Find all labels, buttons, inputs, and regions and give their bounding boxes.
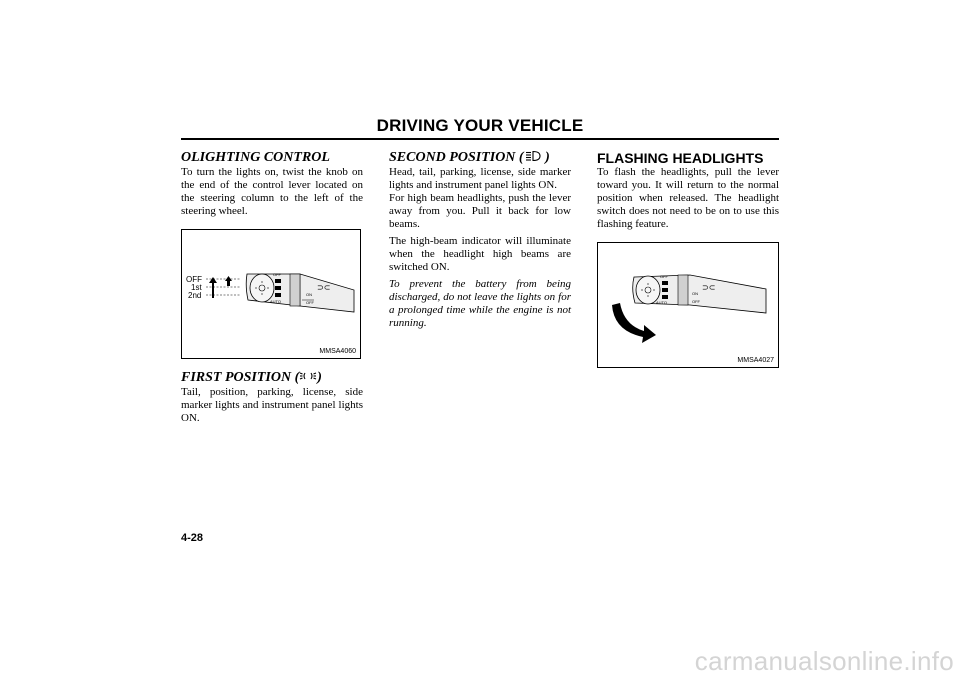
lighting-control-intro: To turn the lights on, twist the knob on the end of the control lever located on the steering column to the left of the steering wheel. <box>181 166 363 217</box>
battery-warning-text: To prevent the battery from being discharged, do not leave the lights on for a prolonged time while the engine is not running. <box>389 278 571 329</box>
pull-arrow-icon <box>612 303 656 343</box>
column-second-position <box>389 150 571 330</box>
page-number: 4-28 <box>181 532 204 544</box>
lever-label-off: OFF <box>660 274 668 279</box>
lighting-lever-figure <box>181 229 361 359</box>
position-label-off: OFF <box>186 275 202 284</box>
lever-label-on: ON <box>692 291 698 296</box>
lever-label-off2: OFF <box>692 299 700 304</box>
flashing-headlights-heading: FLASHING HEADLIGHTS <box>597 150 764 166</box>
lighting-control-heading: OLIGHTING CONTROL <box>181 150 330 165</box>
page-header: DRIVING YOUR VEHICLE <box>376 116 584 135</box>
second-position-p3: The high-beam indicator will illuminate when the headlight high beams are switched ON. <box>389 235 571 273</box>
flashing-lever-figure <box>597 242 779 368</box>
rotate-arrow-small-icon <box>225 276 232 286</box>
first-position-text: Tail, position, parking, license, side marker lights and instrument panel lights ON. <box>181 386 363 424</box>
beam-icon: ⊃⊂ <box>702 283 716 292</box>
figure-code: MMSA4027 <box>737 357 774 364</box>
flashing-lever-illustration <box>598 243 778 367</box>
position-label-second: 2nd <box>188 291 202 300</box>
second-position-heading <box>389 150 571 166</box>
lighting-lever-illustration <box>182 230 360 358</box>
second-position-p1: Head, tail, parking, license, side marker lights and instrument panel lights ON. <box>389 166 571 191</box>
headlight-icon <box>524 150 542 162</box>
watermark: carmanualsonline.info <box>694 646 954 676</box>
column-lighting-control <box>181 150 363 425</box>
second-position-p2: For high beam headlights, push the lever away from you. Pull it back for low beams. <box>389 192 571 230</box>
lever-label-on: ON <box>306 292 312 297</box>
position-label-first: 1st <box>191 283 202 292</box>
lever-label-off2: OFF <box>306 300 314 305</box>
first-position-heading <box>181 370 363 386</box>
flashing-headlights-text: To flash the headlights, pull the lever toward you. It will return to the normal position when released. The headlight switch does not need to be on to use this flashing feature. <box>597 166 779 230</box>
header-rule <box>181 138 779 140</box>
lever-label-auto: AUTO <box>270 299 282 304</box>
first-position-heading-prefix: FIRST POSITION ( <box>181 370 300 385</box>
beam-icon: ⊃⊂ <box>317 283 331 292</box>
lever-label-auto: AUTO <box>656 300 668 305</box>
figure-code: MMSA4060 <box>319 348 356 355</box>
column-flashing-headlights <box>597 150 779 368</box>
first-position-heading-suffix: ) <box>317 370 322 385</box>
second-position-heading-prefix: SECOND POSITION ( <box>389 150 524 165</box>
parking-lights-icon <box>299 370 317 382</box>
second-position-heading-suffix: ) <box>541 150 550 165</box>
lever-label-off: OFF <box>273 272 281 277</box>
